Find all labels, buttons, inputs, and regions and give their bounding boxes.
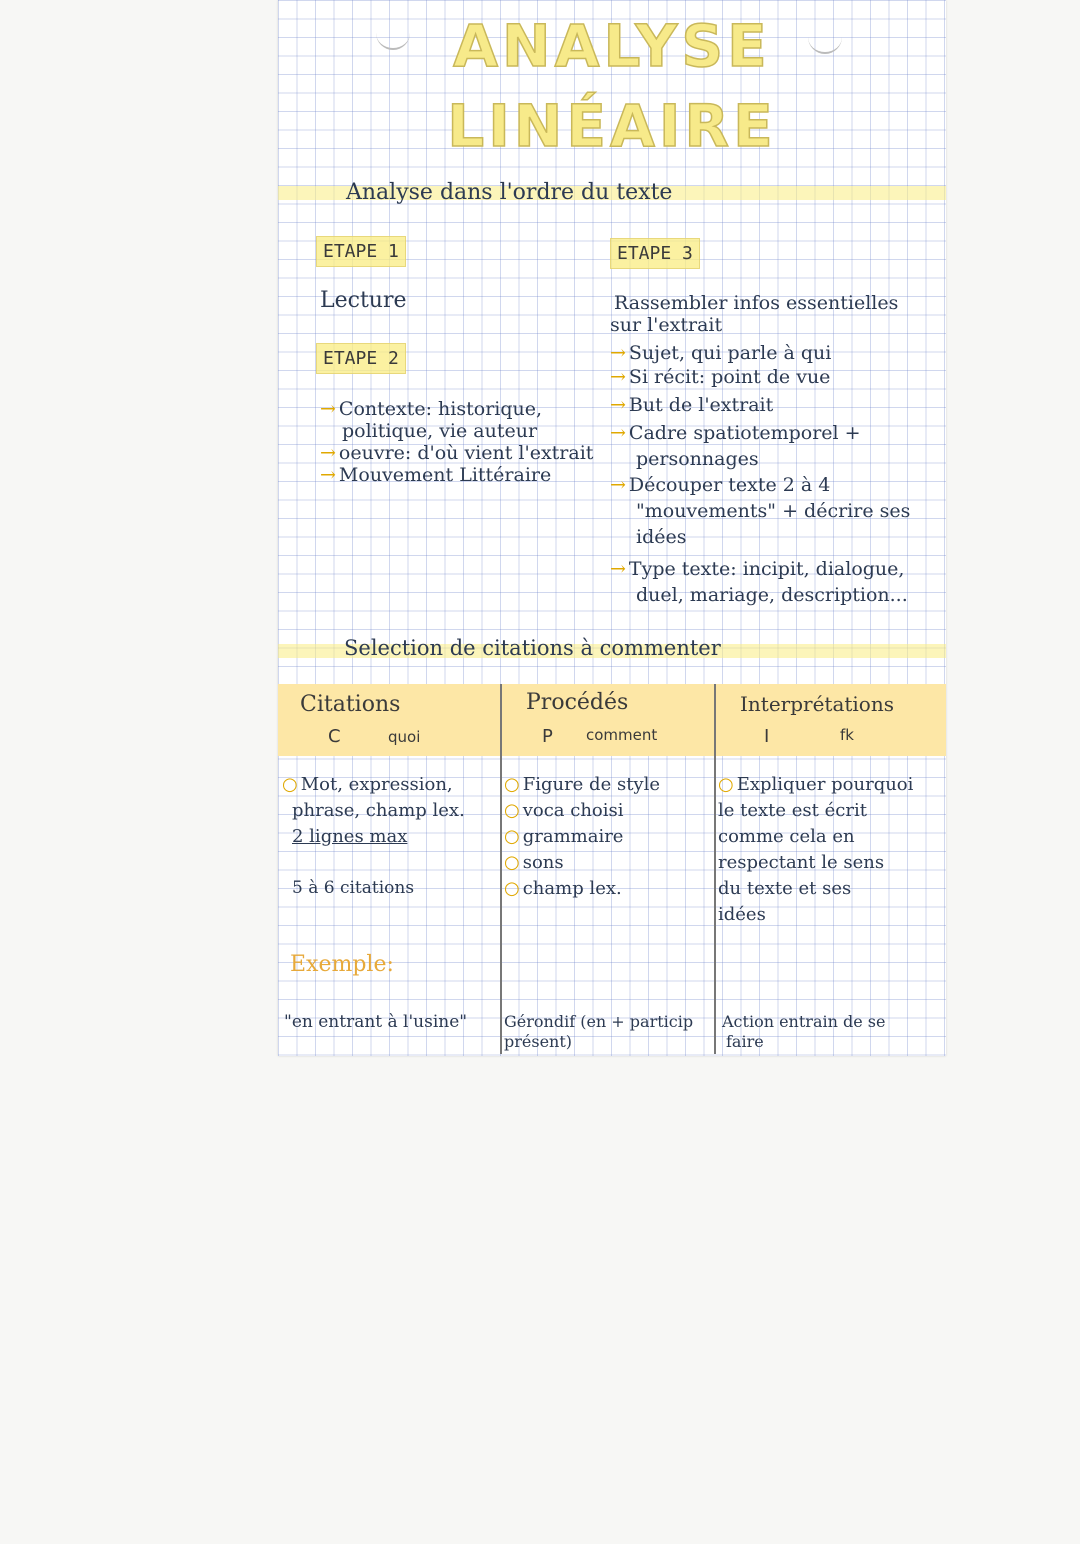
interpretations-line: idées [718,904,766,925]
arrow-icon: → [610,558,626,580]
procedes-line: ○ voca choisi [504,800,624,821]
arrow-icon: → [320,398,336,420]
example-label: Exemple: [290,952,394,977]
column-sub: quoi [388,728,421,746]
step3-item: → Découper texte 2 à 4 [610,474,831,496]
bullet-icon: ○ [504,826,520,847]
interpretations-line: le texte est écrit [718,800,867,821]
column-letter: C [328,726,341,747]
procedes-line: ○ grammaire [504,826,624,847]
table-header-interpretations [716,684,946,756]
column-sub: comment [586,726,658,744]
interpretations-line: respectant le sens [718,852,885,873]
column-letter: I [764,726,770,747]
bullet-icon: ○ [718,774,734,795]
citations-line: phrase, champ lex. [292,800,465,821]
table-header-citations [278,684,500,756]
procedes-line: ○ sons [504,852,564,873]
interpretations-line: comme cela en [718,826,855,847]
column-letter: P [542,726,553,747]
step3-item: duel, mariage, description... [636,584,908,606]
arrow-icon: → [610,422,626,444]
step3-item: → Sujet, qui parle à qui [610,342,832,364]
example-citation: "en entrant à l'usine" [284,1012,468,1032]
title-line-1: ANALYSE [453,12,771,80]
step1-text: Lecture [320,288,407,313]
step2-item: → Contexte: historique, [320,398,543,420]
column-title: Citations [300,692,401,717]
step3-item: "mouvements" + décrire ses [636,500,911,522]
title-line-2: LINÉAIRE [447,92,777,160]
column-divider [714,684,716,1054]
step3-item: → But de l'extrait [610,394,774,416]
bullet-icon: ○ [504,800,520,821]
interpretations-line: ○ Expliquer pourquoi [718,774,914,795]
example-procede: présent) [504,1032,573,1051]
interpretations-line: du texte et ses [718,878,852,899]
bullet-icon: ○ [504,878,520,899]
table-header-procedes [502,684,714,756]
procedes-line: ○ Figure de style [504,774,661,795]
step3-intro: sur l'extrait [610,314,723,336]
selection-heading: Selection de citations à commenter [344,636,721,660]
column-title: Interprétations [740,692,894,716]
arrow-icon: → [610,394,626,416]
citations-line: ○ Mot, expression, [282,774,453,795]
example-procede: Gérondif (en + particip [504,1012,694,1031]
step3-item: → Cadre spatiotemporel + [610,422,861,444]
procedes-line: ○ champ lex. [504,878,622,899]
arrow-icon: → [320,464,336,486]
example-interpretation: faire [726,1032,764,1051]
step1-label: ETAPE 1 [316,236,406,267]
arrow-icon: → [610,474,626,496]
notebook-page [278,0,946,1056]
arrow-icon: → [610,366,626,388]
step2-item: politique, vie auteur [342,420,538,442]
arrow-icon: → [610,342,626,364]
step3-item: → Si récit: point de vue [610,366,831,388]
step2-item: → Mouvement Littéraire [320,464,552,486]
step3-label: ETAPE 3 [610,238,700,269]
citations-line: 5 à 6 citations [292,878,415,898]
column-divider [500,684,502,1054]
step3-item: idées [636,526,687,548]
example-interpretation: Action entrain de se [722,1012,886,1031]
bullet-icon: ○ [504,774,520,795]
citations-line: 2 lignes max [292,826,408,847]
bullet-icon: ○ [504,852,520,873]
step3-item: → Type texte: incipit, dialogue, [610,558,905,580]
subtitle: Analyse dans l'ordre du texte [346,180,673,205]
step3-item: personnages [636,448,759,470]
bullet-icon: ○ [282,774,298,795]
arrow-icon: → [320,442,336,464]
column-sub: fk [840,726,854,744]
step2-item: → oeuvre: d'où vient l'extrait [320,442,594,464]
step2-label: ETAPE 2 [316,343,406,374]
column-title: Procédés [526,690,629,715]
step3-intro: Rassembler infos essentielles [614,292,899,314]
